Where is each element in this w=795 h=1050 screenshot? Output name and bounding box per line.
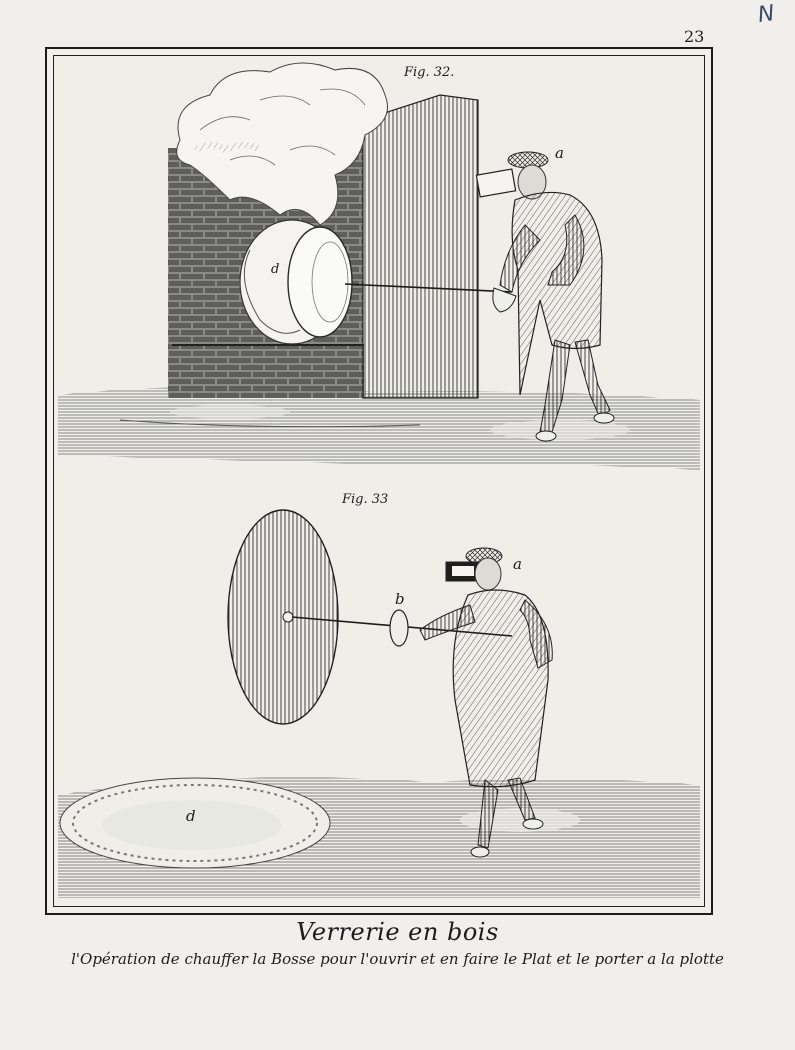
page-number: 23: [684, 27, 705, 46]
glass-plate-disc: [228, 510, 338, 724]
plate-subtitle: l'Opération de chauffer la Bosse pour l'ouvrir et en faire le Plat et le porter a la plotte: [71, 950, 724, 968]
fig33-letter-b: b: [395, 590, 405, 608]
fig33-letter-a: a: [513, 555, 522, 573]
fig33-letter-d: d: [186, 807, 196, 825]
furnace-door-panel: [363, 95, 478, 398]
fig32-letter-a: a: [555, 144, 564, 162]
fig33-label: Fig. 33: [342, 492, 389, 507]
fig33-ground: [58, 777, 700, 898]
plate-title: Verrerie en bois: [296, 918, 499, 946]
fig32-label: Fig. 32.: [404, 65, 455, 80]
handwritten-pen-mark: N: [756, 0, 777, 29]
fig32-letter-d: d: [271, 262, 280, 277]
furnace-opening-fire: [240, 220, 352, 344]
